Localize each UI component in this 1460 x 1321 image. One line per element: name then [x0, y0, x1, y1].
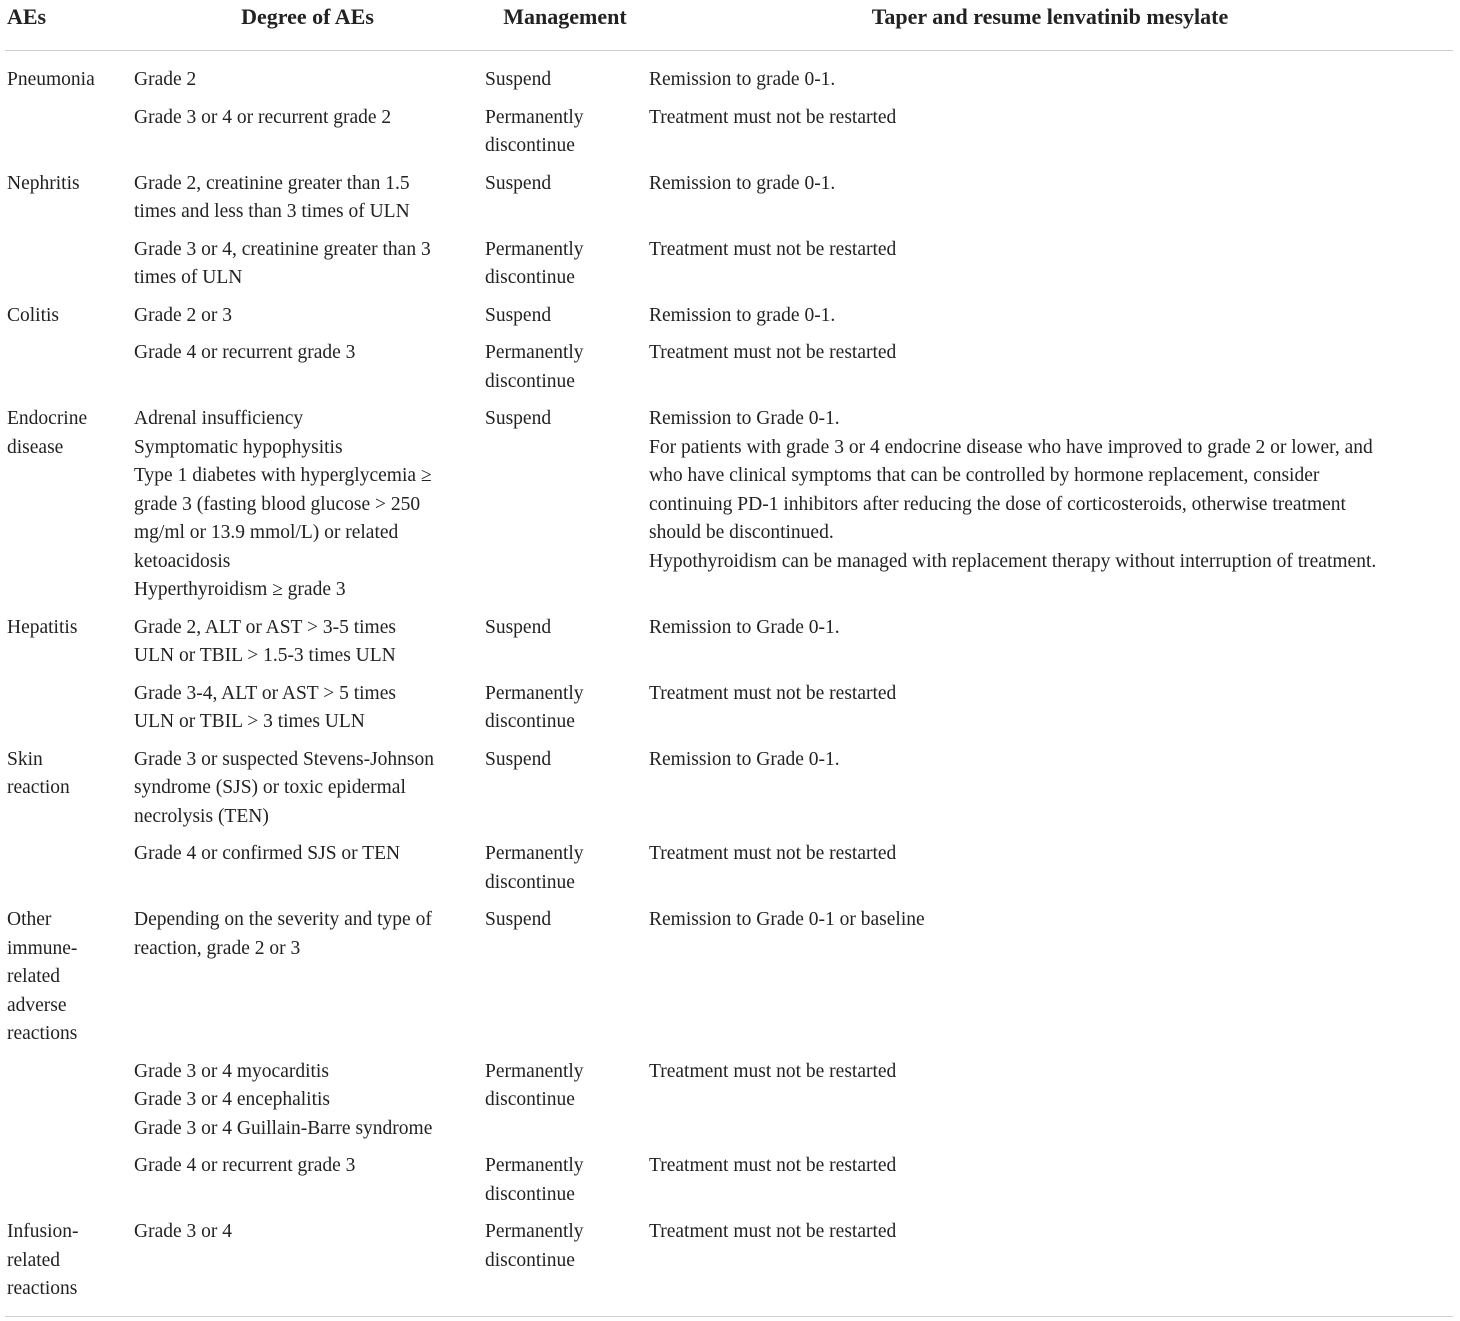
cell-ae: Skin reaction	[7, 748, 70, 798]
table-row	[5, 746, 1453, 841]
cell-management: Suspend	[485, 408, 552, 429]
cell-degree: Grade 3 or 4	[134, 1221, 233, 1242]
cell-degree: Grade 4 or confirmed SJS or TEN	[134, 843, 401, 864]
cell-management: Suspend	[485, 616, 552, 638]
cell-taper: Remission to Grade 0-1. For patients with grade 3 or 4 endocrine disease who have improved to grade 2 or lower, and who have clinical symptoms that can be controlled by hormone replacement, consider continuing PD-1 inhibitors after reducing the dose of corticosteroids, otherwise treatment should be discontinued. Hypothyroidism can be managed with replacement therapy without interruption of treatment.	[649, 408, 1377, 572]
cell-taper: Treatment must not be restarted	[649, 682, 897, 704]
table-row	[5, 405, 1453, 614]
cell-degree: Depending on the severity and type of reaction, grade 2 or 3	[134, 909, 432, 959]
table-row	[5, 1218, 1453, 1316]
cell-taper: Remission to grade 0-1.	[649, 304, 836, 326]
cell-degree: Grade 4 or recurrent grade 3	[134, 342, 356, 363]
cell-management: Permanently discontinue	[485, 238, 584, 288]
cell-taper: Treatment must not be restarted	[649, 342, 897, 363]
table-row	[5, 339, 1453, 405]
cell-ae	[5, 840, 132, 906]
cell-taper: Treatment must not be restarted	[649, 106, 897, 128]
cell-management: Permanently discontinue	[485, 1221, 584, 1271]
cell-degree: Grade 2, creatinine greater than 1.5 times and less than 3 times of ULN	[134, 172, 410, 222]
table-row	[5, 1058, 1453, 1153]
cell-taper: Remission to grade 0-1.	[649, 69, 836, 90]
cell-management: Permanently discontinue	[485, 106, 584, 156]
table-header	[5, 0, 1453, 51]
header-taper: Taper and resume lenvatinib mesylate	[647, 0, 1453, 51]
cell-degree: Grade 3-4, ALT or AST > 5 times ULN or TBIL > 3 times ULN	[134, 682, 396, 732]
cell-management: Suspend	[485, 748, 552, 770]
cell-ae	[5, 680, 132, 746]
cell-management: Permanently discontinue	[485, 342, 584, 392]
cell-management: Suspend	[485, 69, 552, 90]
cell-ae	[5, 1058, 132, 1153]
cell-degree: Grade 4 or recurrent grade 3	[134, 1155, 356, 1176]
cell-ae: Other immune- related adverse reactions	[7, 909, 78, 1044]
cell-management: Suspend	[485, 909, 552, 930]
cell-taper: Treatment must not be restarted	[649, 843, 897, 864]
cell-ae	[5, 339, 132, 405]
table-row	[5, 104, 1453, 170]
cell-ae: Infusion- related reactions	[7, 1221, 79, 1299]
cell-ae: Hepatitis	[7, 616, 78, 638]
cell-management: Permanently discontinue	[485, 843, 584, 893]
cell-management: Suspend	[485, 172, 552, 194]
cell-management: Permanently discontinue	[485, 682, 584, 732]
cell-degree: Grade 2 or 3	[134, 304, 233, 326]
table-body	[5, 51, 1453, 1317]
table-row	[5, 236, 1453, 302]
table-row	[5, 840, 1453, 906]
cell-ae: Pneumonia	[7, 69, 95, 90]
table-row	[5, 51, 1453, 104]
ae-management-table	[5, 0, 1453, 1321]
cell-taper: Treatment must not be restarted	[649, 1155, 897, 1176]
cell-degree: Grade 3 or 4 or recurrent grade 2	[134, 106, 392, 128]
cell-ae: Nephritis	[7, 172, 80, 194]
cell-ae	[5, 104, 132, 170]
cell-degree: Grade 2, ALT or AST > 3-5 times ULN or TBIL > 1.5-3 times ULN	[134, 616, 396, 666]
cell-management: Permanently discontinue	[485, 1060, 584, 1110]
header-aes: AEs	[5, 0, 132, 51]
cell-taper: Treatment must not be restarted	[649, 1221, 897, 1242]
cell-taper: Treatment must not be restarted	[649, 1060, 897, 1082]
cell-taper: Remission to Grade 0-1.	[649, 748, 840, 770]
cell-taper: Treatment must not be restarted	[649, 238, 897, 260]
cell-taper: Remission to grade 0-1.	[649, 172, 836, 194]
table-row	[5, 906, 1453, 1058]
table-row	[5, 680, 1453, 746]
cell-degree: Grade 3 or 4, creatinine greater than 3 times of ULN	[134, 238, 431, 288]
cell-taper: Remission to Grade 0-1.	[649, 616, 840, 638]
cell-taper: Remission to Grade 0-1 or baseline	[649, 909, 925, 930]
cell-management: Suspend	[485, 304, 552, 326]
cell-ae	[5, 1152, 132, 1218]
table-row	[5, 170, 1453, 236]
cell-degree: Grade 3 or 4 myocarditis Grade 3 or 4 encephalitis Grade 3 or 4 Guillain-Barre syndrome	[134, 1060, 433, 1139]
cell-degree: Grade 3 or suspected Stevens-Johnson syndrome (SJS) or toxic epidermal necrolysis (TEN)	[134, 748, 435, 827]
table-row	[5, 1152, 1453, 1218]
table-row	[5, 302, 1453, 340]
cell-degree: Adrenal insufficiency Symptomatic hypophysitis Type 1 diabetes with hyperglycemia ≥ grade 3 (fasting blood glucose > 250 mg/ml or 13.9 mmol/L) or related ketoacidosis Hyperthyroidism ≥ grade 3	[134, 408, 432, 600]
cell-ae	[5, 236, 132, 302]
cell-management: Permanently discontinue	[485, 1155, 584, 1205]
cell-ae: Endocrine disease	[7, 408, 88, 458]
cell-degree: Grade 2	[134, 69, 197, 90]
table-row	[5, 614, 1453, 680]
header-management: Management	[483, 0, 647, 51]
cell-ae: Colitis	[7, 304, 60, 326]
table-bottom-rule	[5, 1316, 1453, 1321]
header-degree: Degree of AEs	[132, 0, 483, 51]
